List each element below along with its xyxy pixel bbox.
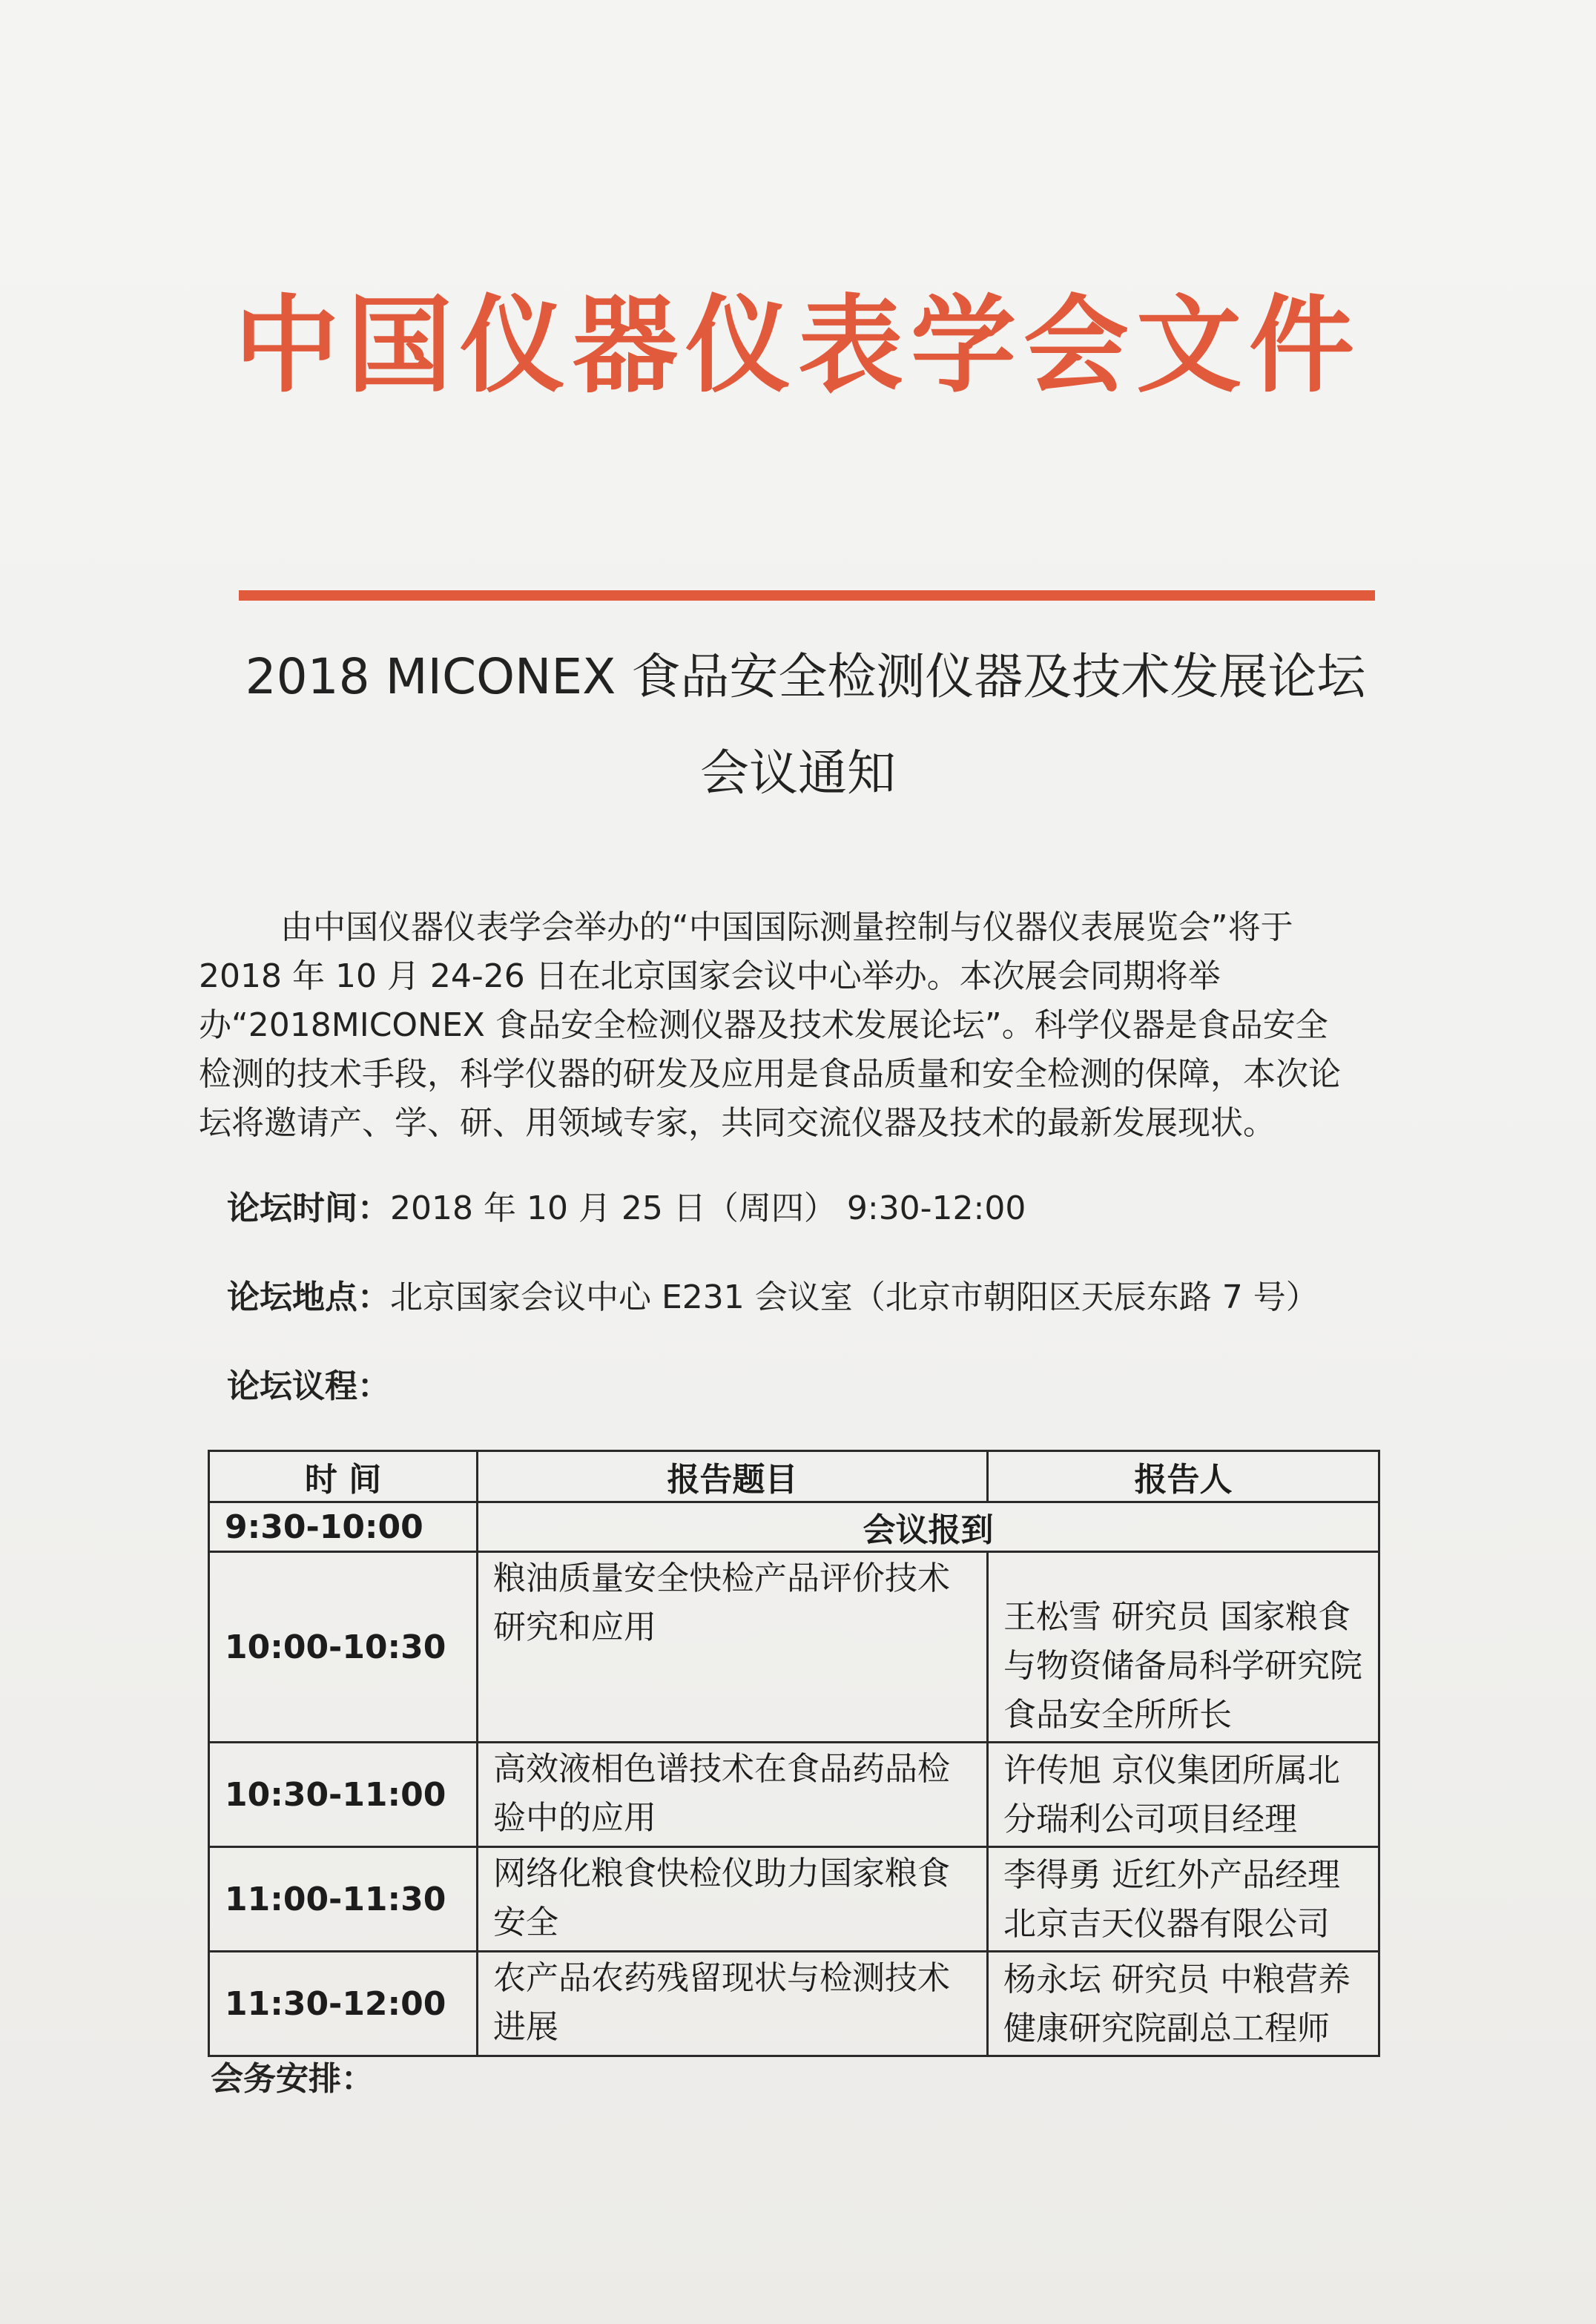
forum-agenda-heading [227,1367,390,1405]
cell-registration: 会议报到 [478,1502,1379,1552]
header-speaker: 报告人 [988,1451,1379,1502]
cell-speaker: 杨永坛 研究员 中粮营养健康研究院副总工程师 [988,1952,1379,2056]
cell-topic: 粮油质量安全快检产品评价技术研究和应用 [478,1552,988,1743]
logistics-label: 会务安排： [211,2060,374,2098]
table-row [209,1952,1379,2056]
forum-time-value: 2018 年 10 月 25 日（周四） 9:30-12:00 [390,1189,1026,1227]
document-subtitle: 会议通知 [700,745,896,802]
org-document-header: 中国仪器仪表学会文件 [234,284,1362,407]
agenda-table [208,1450,1380,2057]
header-topic: 报告题目 [478,1451,988,1502]
table-row [209,1743,1379,1847]
cell-topic: 高效液相色谱技术在食品药品检验中的应用 [478,1743,988,1847]
document-title: 2018 MICONEX 食品安全检测仪器及技术发展论坛 [245,648,1366,705]
forum-place-row [227,1278,1319,1316]
intro-paragraph: 由中国仪器仪表学会举办的“中国国际测量控制与仪器仪表展览会”将于2018 年 10 月 24-26 日在北京国家会议中心举办。本次展会同期将举办“2018MICONEX 食品安全检测仪器及技术发展论坛”。科学仪器是食品安全检测的技术手段，科学仪器的研发及应用是食品质量和安全检测的保障，本次论坛将邀请产、学、研、用领域专家，共同交流仪器及技术的最新发展现状。 [199,908,1341,1142]
header-time: 时 间 [209,1451,478,1502]
table-row [209,1502,1379,1552]
cell-time: 10:00-10:30 [209,1552,478,1743]
table-header-row [209,1451,1379,1502]
cell-speaker: 王松雪 研究员 国家粮食与物资储备局科学研究院食品安全所所长 [988,1552,1379,1743]
cell-topic: 网络化粮食快检仪助力国家粮食安全 [478,1847,988,1952]
forum-place-value: 北京国家会议中心 E231 会议室（北京市朝阳区天辰东路 7 号） [390,1278,1319,1316]
cell-speaker: 许传旭 京仪集团所属北分瑞利公司项目经理 [988,1743,1379,1847]
table-row [209,1847,1379,1952]
cell-time: 10:30-11:00 [209,1743,478,1847]
cell-speaker: 李得勇 近红外产品经理北京吉天仪器有限公司 [988,1847,1379,1952]
forum-time-label: 论坛时间： [227,1189,390,1227]
red-divider-line [239,590,1375,601]
forum-place-label: 论坛地点： [227,1278,390,1316]
logistics-heading [211,2060,374,2098]
cell-time: 11:30-12:00 [209,1952,478,2056]
table-row [209,1552,1379,1743]
forum-time-row [227,1189,1026,1227]
forum-agenda-label: 论坛议程： [227,1367,390,1405]
cell-time: 9:30-10:00 [209,1502,478,1552]
cell-time: 11:00-11:30 [209,1847,478,1952]
cell-topic: 农产品农药残留现状与检测技术进展 [478,1952,988,2056]
